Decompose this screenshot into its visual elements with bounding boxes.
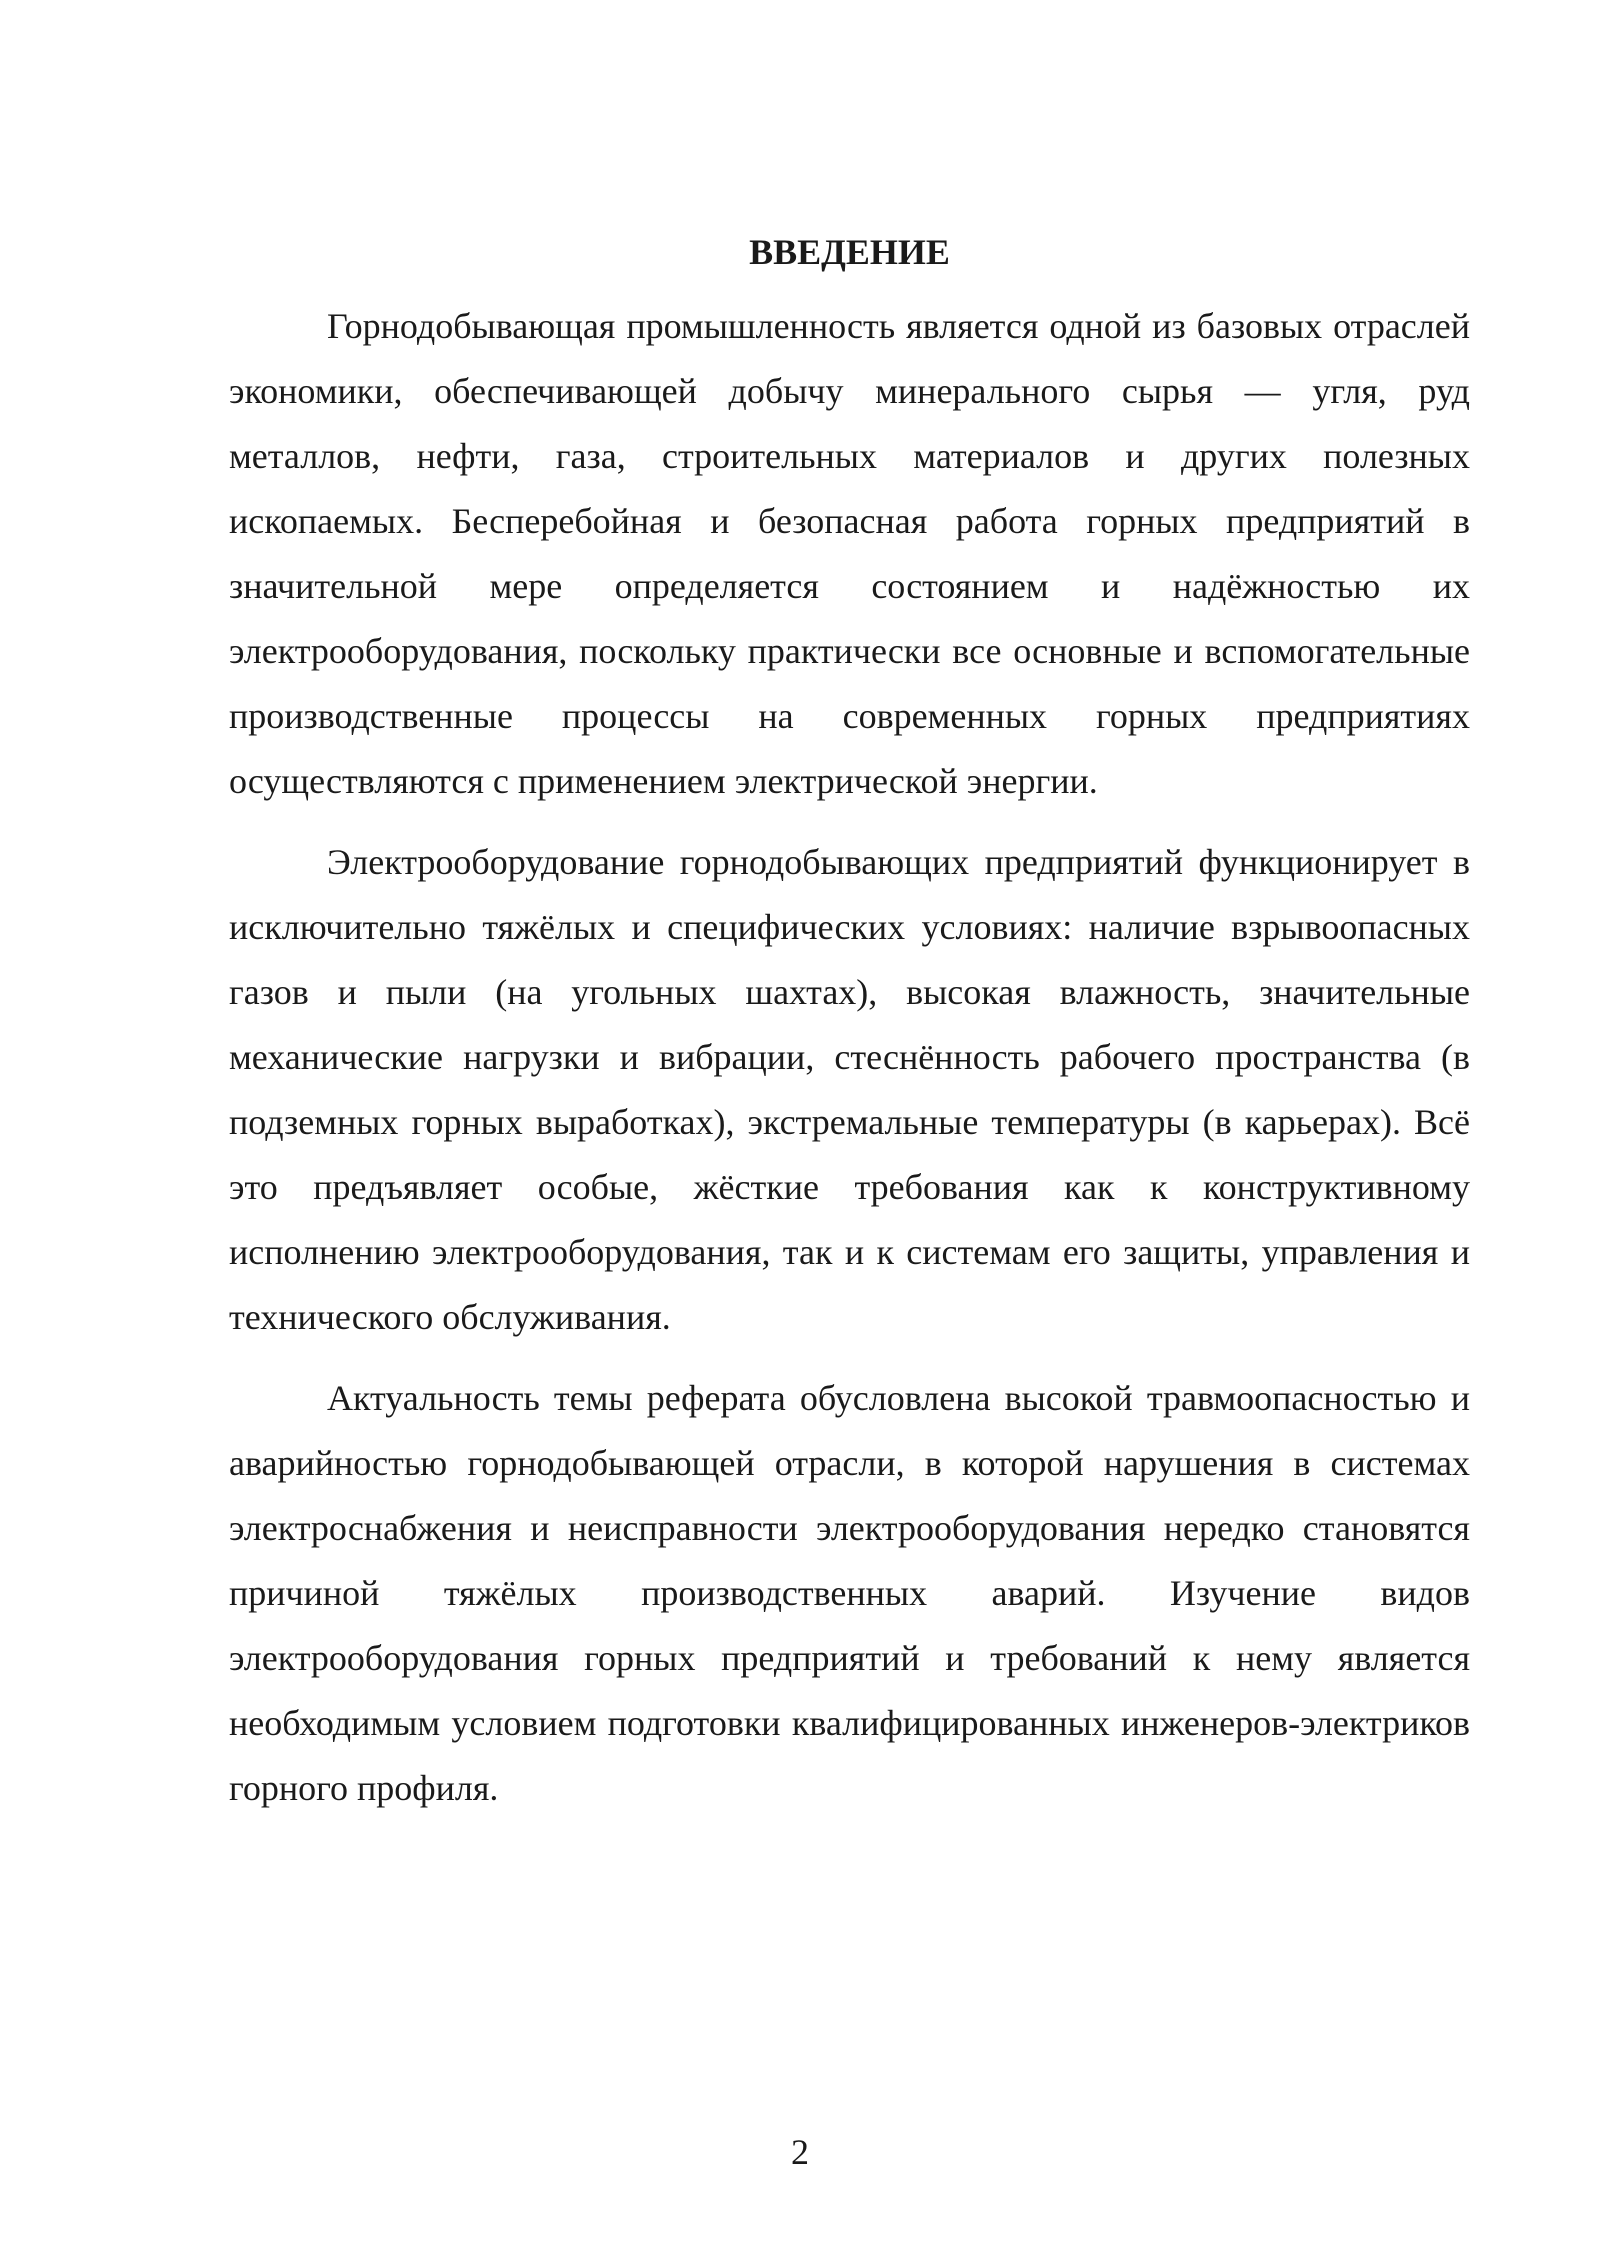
paragraph-relevance: Актуальность темы реферата обусловлена высокой травмоопасностью и аварийностью горнодобывающей отрасли, в которой нарушения в системах электроснабжения и неисправности электрооборудования нередко становятся причиной тяжёлых производственных аварий. Изучение видов электрооборудования горных предприятий и требований к нему является необходимым условием подготовки квалифицированных инженеров-электриков горного профиля.: [229, 1378, 1470, 1808]
paragraph-intro: Горнодобывающая промышленность является одной из базовых отраслей экономики, обеспечивающей добычу минерального сырья — угля, руд металлов, нефти, газа, строительных материалов и других полезных ископаемых. Бесперебойная и безопасная работа горных предприятий в значительной мере определяется состоянием и надёжностью их электрооборудования, поскольку практически все основные и вспомогательные производственные процессы на современных горных предприятиях осуществляются с применением электрической энергии.: [229, 306, 1470, 801]
page-number: 2: [791, 2132, 809, 2172]
section-heading: ВВЕДЕНИЕ: [749, 232, 950, 272]
page-body: [229, 210, 1470, 1837]
paragraph-conditions: Электрооборудование горнодобывающих предприятий функционирует в исключительно тяжёлых и специфических условиях: наличие взрывоопасных газов и пыли (на угольных шахтах), высокая влажность, значительные механические нагрузки и вибрации, стеснённость рабочего пространства (в подземных горных выработках), экстремальные температуры (в карьерах). Всё это предъявляет особые, жёсткие требования как к конструктивному исполнению электрооборудования, так и к системам его защиты, управления и технического обслуживания.: [229, 842, 1470, 1337]
